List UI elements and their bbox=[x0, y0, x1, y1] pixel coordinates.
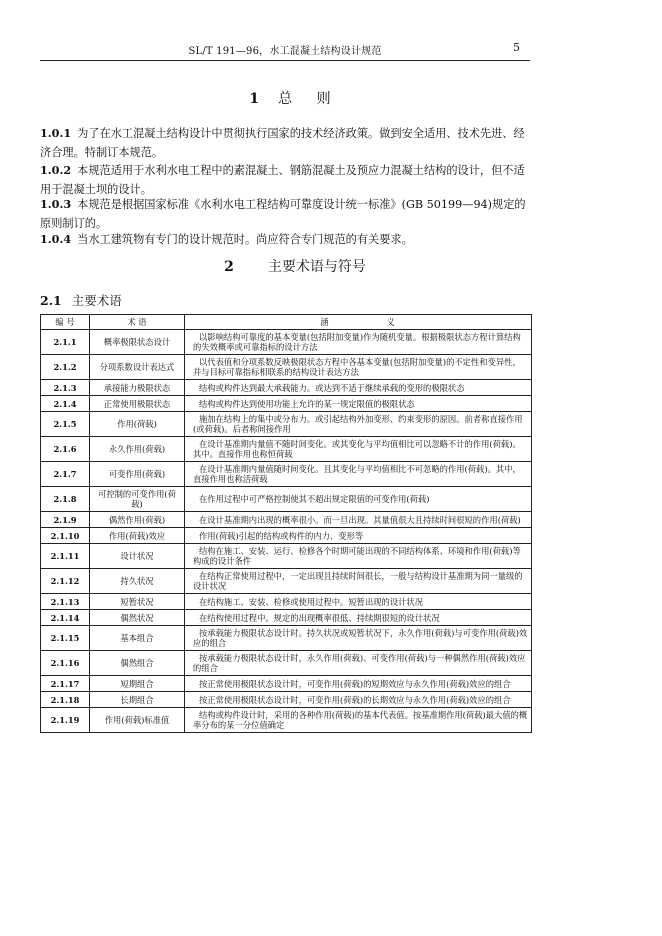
term-definition: 按承载能力极限状态设计时。持久状况或短暂状况下，永久作用(荷载)与可变作用(荷载)效应的组合 bbox=[185, 626, 532, 651]
term-name: 作用(荷载)标准值 bbox=[90, 708, 185, 733]
table-row bbox=[41, 610, 532, 626]
term-number: 2.1.9 bbox=[41, 512, 90, 528]
term-number: 2.1.11 bbox=[41, 544, 90, 569]
paragraph-number: 1.0.1 bbox=[40, 126, 72, 140]
term-definition: 按正常使用极限状态设计时，可变作用(荷载)的长期效应与永久作用(荷载)效应的组合 bbox=[185, 692, 532, 708]
table-row bbox=[41, 626, 532, 651]
term-definition: 按承载能力极限状态设计时，永久作用(荷载)、可变作用(荷载)与一种偶然作用(荷载)效应的组合 bbox=[185, 651, 532, 676]
term-definition: 结构或构件达到最大承载能力。或达到不适于继续承载的变形的极限状态 bbox=[185, 380, 532, 396]
term-name: 持久状况 bbox=[90, 569, 185, 594]
term-name: 基本组合 bbox=[90, 626, 185, 651]
header-title: SL/T 191—96，水工混凝土结构设计规范 bbox=[188, 46, 382, 57]
header-definition: 涵义 bbox=[185, 315, 532, 330]
term-number: 2.1.12 bbox=[41, 569, 90, 594]
chapter-1-number: 1 bbox=[249, 91, 261, 107]
paragraph-1-0-2 bbox=[40, 161, 532, 199]
paragraph-1-0-4 bbox=[40, 230, 532, 249]
chapter-1-title: 总 则 bbox=[278, 91, 341, 107]
term-number: 2.1.17 bbox=[41, 676, 90, 692]
term-definition: 以影响结构可靠度的基本变量(包括附加变量)作为随机变量。根据极限状态方程计算结构的失效概率或可靠指标的设计方法 bbox=[185, 330, 532, 355]
term-number: 2.1.3 bbox=[41, 380, 90, 396]
table-row bbox=[41, 396, 532, 412]
table-row bbox=[41, 487, 532, 512]
term-name: 永久作用(荷载) bbox=[90, 437, 185, 462]
term-number: 2.1.19 bbox=[41, 708, 90, 733]
term-name: 可变作用(荷载) bbox=[90, 462, 185, 487]
term-definition: 在结构正常使用过程中，一定出现且持续时间很长，一般与结构设计基准期为同一量级的设计状况 bbox=[185, 569, 532, 594]
term-name: 分项系数设计表达式 bbox=[90, 355, 185, 380]
term-definition: 施加在结构上的集中或分布力。或引起结构外加变形、约束变形的原因。前者称直接作用(或荷载)。后者称间接作用 bbox=[185, 412, 532, 437]
header-number: 编 号 bbox=[41, 315, 90, 330]
term-name: 设计状况 bbox=[90, 544, 185, 569]
term-definition: 以代表值和分项系数反映极限状态方程中各基本变量(包括附加变量)的不定性和变异性，并与目标可靠指标相联系的结构设计表达方法 bbox=[185, 355, 532, 380]
table-row bbox=[41, 676, 532, 692]
table-row bbox=[41, 594, 532, 610]
paragraph-text: 当水工建筑物有专门的设计规范时。尚应符合专门规范的有关要求。 bbox=[77, 233, 413, 246]
term-name: 短暂状况 bbox=[90, 594, 185, 610]
term-name: 偶然组合 bbox=[90, 651, 185, 676]
paragraph-1-0-1 bbox=[40, 124, 532, 162]
term-name: 作用(荷载)效应 bbox=[90, 528, 185, 544]
term-number: 2.1.6 bbox=[41, 437, 90, 462]
table-row bbox=[41, 462, 532, 487]
term-number: 2.1.4 bbox=[41, 396, 90, 412]
term-name: 承接能力极限状态 bbox=[90, 380, 185, 396]
term-definition: 在作用过程中可严格控制使其不超出规定限值的可变作用(荷载) bbox=[185, 487, 532, 512]
table-row bbox=[41, 651, 532, 676]
term-number: 2.1.8 bbox=[41, 487, 90, 512]
term-definition: 结构在施工、安装、运行、检修各个时期可能出现的不同结构体系、环境和作用(荷载)等构成的设计条件 bbox=[185, 544, 532, 569]
table-header-row bbox=[41, 315, 532, 330]
table-row bbox=[41, 708, 532, 733]
term-definition: 结构或构件设计时，采用的各种作用(荷载)的基本代表值。按基准期作用(荷载)最大值的概率分布的某一分位值确定 bbox=[185, 708, 532, 733]
term-definition: 在设计基准期内量值随时间变化。且其变化与平均值相比不可忽略的作用(荷载)。其中，直接作用也称活荷载 bbox=[185, 462, 532, 487]
term-number: 2.1.1 bbox=[41, 330, 90, 355]
header-term: 术 语 bbox=[90, 315, 185, 330]
table-row bbox=[41, 569, 532, 594]
term-definition: 在结构施工、安装、检修或使用过程中。短暂出现的设计状况 bbox=[185, 594, 532, 610]
table-row bbox=[41, 380, 532, 396]
term-number: 2.1.16 bbox=[41, 651, 90, 676]
page-number: 5 bbox=[513, 41, 520, 54]
paragraph-1-0-3 bbox=[40, 195, 532, 233]
term-number: 2.1.15 bbox=[41, 626, 90, 651]
table-row bbox=[41, 528, 532, 544]
term-name: 概率极限状态设计 bbox=[90, 330, 185, 355]
term-number: 2.1.5 bbox=[41, 412, 90, 437]
paragraph-text: 为了在水工混凝土结构设计中贯彻执行国家的技术经济政策。做到安全适用、技术先进、经济合理。特制订本规范。 bbox=[40, 127, 525, 159]
term-number: 2.1.7 bbox=[41, 462, 90, 487]
chapter-2-title: 主要术语与符号 bbox=[267, 259, 366, 275]
term-definition: 作用(荷载)引起的结构或构件的内力、变形等 bbox=[185, 528, 532, 544]
page-header bbox=[40, 38, 530, 61]
chapter-1-heading bbox=[0, 88, 590, 108]
term-definition: 在设计基准期内量值不随时间变化。或其变化与平均值相比可以忽略不计的作用(荷载)。其中。直接作用也称恒荷载 bbox=[185, 437, 532, 462]
term-name: 可控制的可变作用(荷载) bbox=[90, 487, 185, 512]
table-row bbox=[41, 692, 532, 708]
term-name: 作用(荷载) bbox=[90, 412, 185, 437]
table-row bbox=[41, 412, 532, 437]
term-number: 2.1.10 bbox=[41, 528, 90, 544]
term-definition: 在设计基准期内出现的概率很小。而一旦出现。其量值很大且持续时间很短的作用(荷载) bbox=[185, 512, 532, 528]
table-row bbox=[41, 512, 532, 528]
table-row bbox=[41, 437, 532, 462]
section-2-1-title: 主要术语 bbox=[71, 293, 122, 308]
term-number: 2.1.14 bbox=[41, 610, 90, 626]
term-definition: 按正常使用极限状态设计时，可变作用(荷载)的短期效应与永久作用(荷载)效应的组合 bbox=[185, 676, 532, 692]
paragraph-number: 1.0.4 bbox=[40, 232, 72, 246]
paragraph-number: 1.0.3 bbox=[40, 197, 72, 211]
term-name: 长期组合 bbox=[90, 692, 185, 708]
term-number: 2.1.13 bbox=[41, 594, 90, 610]
paragraph-number: 1.0.2 bbox=[40, 163, 72, 177]
term-name: 偶然状况 bbox=[90, 610, 185, 626]
section-2-1-number: 2.1 bbox=[40, 293, 62, 308]
term-name: 正常使用极限状态 bbox=[90, 396, 185, 412]
table-row bbox=[41, 330, 532, 355]
section-2-1-heading bbox=[40, 291, 122, 309]
paragraph-text: 本规范是根据国家标准《水利水电工程结构可靠度设计统一标准》(GB 50199—94)规定的原则制订的。 bbox=[40, 198, 526, 230]
table-row bbox=[41, 544, 532, 569]
paragraph-text: 本规范适用于水利水电工程中的素混凝土、钢筋混凝土及预应力混凝土结构的设计，但不适用于混凝土坝的设计。 bbox=[40, 164, 525, 196]
term-name: 偶然作用(荷载) bbox=[90, 512, 185, 528]
term-number: 2.1.2 bbox=[41, 355, 90, 380]
term-definition: 结构或构件达到使用功能上允许的某一规定限值的极限状态 bbox=[185, 396, 532, 412]
term-definition: 在结构使用过程中。规定的出现概率很低、持续期很短的设计状况 bbox=[185, 610, 532, 626]
table-row bbox=[41, 355, 532, 380]
chapter-2-number: 2 bbox=[224, 259, 234, 275]
term-name: 短期组合 bbox=[90, 676, 185, 692]
chapter-2-heading bbox=[0, 256, 590, 276]
terms-table bbox=[40, 314, 532, 733]
term-number: 2.1.18 bbox=[41, 692, 90, 708]
